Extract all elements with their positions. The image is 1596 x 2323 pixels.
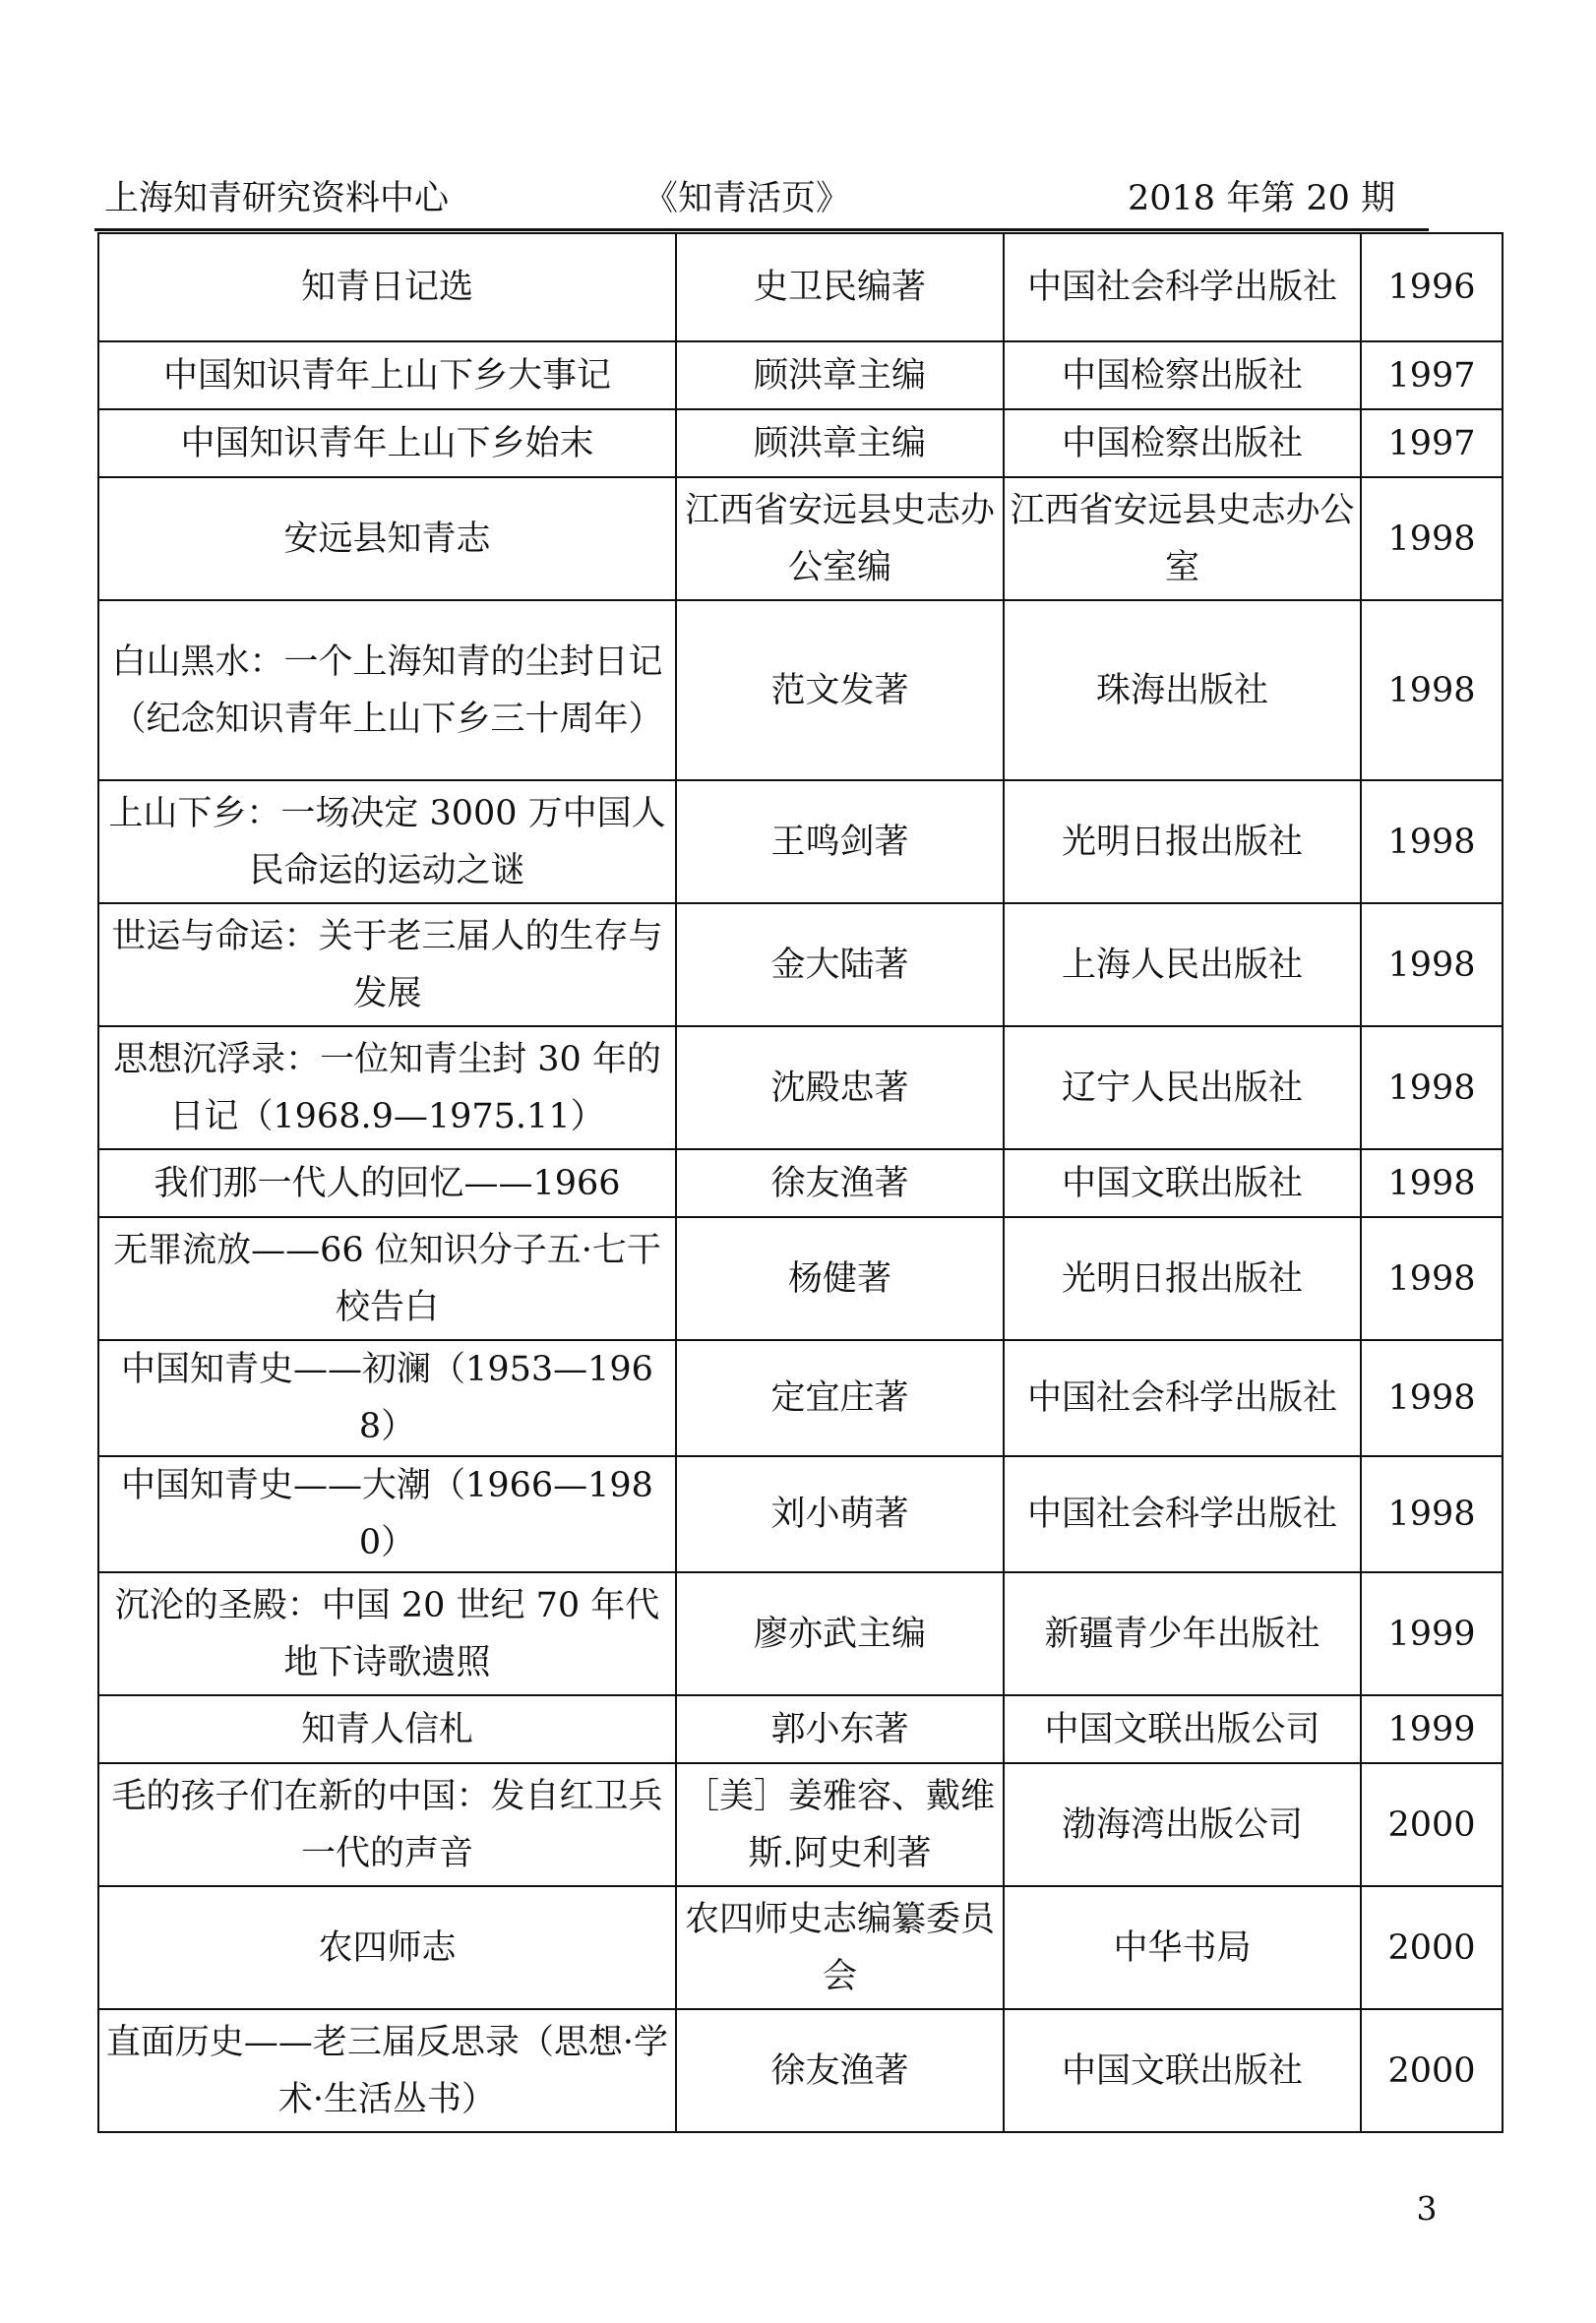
header-rule — [94, 228, 1429, 231]
book-publisher: 光明日报出版社 — [1004, 780, 1361, 903]
header-publication: 《知青活页》 — [644, 179, 851, 218]
book-list-body — [98, 233, 1503, 2132]
book-title: 中国知识青年上山下乡大事记 — [98, 341, 676, 409]
book-publisher: 中国文联出版社 — [1004, 2009, 1361, 2132]
book-author: ［美］姜雅容、戴维斯.阿史利著 — [676, 1763, 1004, 1886]
book-title: 农四师志 — [98, 1886, 676, 2009]
book-author: 农四师史志编纂委员会 — [676, 1886, 1004, 2009]
header-organization: 上海知青研究资料中心 — [104, 179, 450, 218]
book-author: 江西省安远县史志办公室编 — [676, 477, 1004, 600]
book-author: 顾洪章主编 — [676, 341, 1004, 409]
book-title: 沉沦的圣殿：中国 20 世纪 70 年代地下诗歌遗照 — [98, 1572, 676, 1695]
book-year: 1998 — [1361, 780, 1503, 903]
page-number: 3 — [1416, 2189, 1438, 2228]
book-list-table — [97, 232, 1504, 2133]
book-year: 1998 — [1361, 1217, 1503, 1340]
book-publisher: 中国检察出版社 — [1004, 341, 1361, 409]
book-publisher: 中国社会科学出版社 — [1004, 1456, 1361, 1572]
book-author: 杨健著 — [676, 1217, 1004, 1340]
book-title: 直面历史——老三届反思录（思想·学术·生活丛书） — [98, 2009, 676, 2132]
book-year: 1998 — [1361, 903, 1503, 1026]
book-title: 上山下乡：一场决定 3000 万中国人民命运的运动之谜 — [98, 780, 676, 903]
book-author: 定宜庄著 — [676, 1340, 1004, 1456]
book-title: 世运与命运：关于老三届人的生存与发展 — [98, 903, 676, 1026]
book-year: 1999 — [1361, 1572, 1503, 1695]
book-publisher: 光明日报出版社 — [1004, 1217, 1361, 1340]
header-issue: 2018 年第 20 期 — [1128, 179, 1395, 218]
book-title: 知青日记选 — [98, 233, 676, 341]
book-author: 徐友渔著 — [676, 1149, 1004, 1217]
book-title: 安远县知青志 — [98, 477, 676, 600]
book-title: 知青人信札 — [98, 1695, 676, 1763]
book-year: 2000 — [1361, 1763, 1503, 1886]
table-row — [98, 409, 1503, 477]
book-year: 1998 — [1361, 1340, 1503, 1456]
table-row — [98, 1456, 1503, 1572]
book-year: 1996 — [1361, 233, 1503, 341]
table-row — [98, 1217, 1503, 1340]
book-title: 思想沉浮录：一位知青尘封 30 年的日记（1968.9—1975.11） — [98, 1026, 676, 1149]
book-year: 1998 — [1361, 1149, 1503, 1217]
book-year: 1998 — [1361, 600, 1503, 780]
table-row — [98, 1763, 1503, 1886]
book-publisher: 渤海湾出版公司 — [1004, 1763, 1361, 1886]
table-row — [98, 1340, 1503, 1456]
book-author: 郭小东著 — [676, 1695, 1004, 1763]
book-title: 中国知青史——大潮（1966—1980） — [98, 1456, 676, 1572]
book-title: 白山黑水：一个上海知青的尘封日记（纪念知识青年上山下乡三十周年） — [98, 600, 676, 780]
book-publisher: 中华书局 — [1004, 1886, 1361, 2009]
table-row — [98, 341, 1503, 409]
table-row — [98, 2009, 1503, 2132]
book-title: 无罪流放——66 位知识分子五·七干校告白 — [98, 1217, 676, 1340]
table-row — [98, 903, 1503, 1026]
book-publisher: 新疆青少年出版社 — [1004, 1572, 1361, 1695]
book-publisher: 珠海出版社 — [1004, 600, 1361, 780]
book-title: 我们那一代人的回忆——1966 — [98, 1149, 676, 1217]
book-author: 范文发著 — [676, 600, 1004, 780]
book-publisher: 中国文联出版公司 — [1004, 1695, 1361, 1763]
book-title: 中国知青史——初澜（1953—1968） — [98, 1340, 676, 1456]
book-publisher: 上海人民出版社 — [1004, 903, 1361, 1026]
book-publisher: 江西省安远县史志办公室 — [1004, 477, 1361, 600]
book-year: 2000 — [1361, 2009, 1503, 2132]
book-title: 中国知识青年上山下乡始末 — [98, 409, 676, 477]
book-year: 1998 — [1361, 477, 1503, 600]
table-row — [98, 477, 1503, 600]
book-author: 廖亦武主编 — [676, 1572, 1004, 1695]
table-row — [98, 780, 1503, 903]
book-year: 1999 — [1361, 1695, 1503, 1763]
book-publisher: 中国检察出版社 — [1004, 409, 1361, 477]
book-publisher: 中国社会科学出版社 — [1004, 233, 1361, 341]
book-author: 王鸣剑著 — [676, 780, 1004, 903]
table-row — [98, 1695, 1503, 1763]
book-year: 1997 — [1361, 341, 1503, 409]
book-author: 刘小萌著 — [676, 1456, 1004, 1572]
book-author: 顾洪章主编 — [676, 409, 1004, 477]
book-year: 1998 — [1361, 1456, 1503, 1572]
book-title: 毛的孩子们在新的中国：发自红卫兵一代的声音 — [98, 1763, 676, 1886]
book-author: 金大陆著 — [676, 903, 1004, 1026]
book-author: 史卫民编著 — [676, 233, 1004, 341]
book-publisher: 中国文联出版社 — [1004, 1149, 1361, 1217]
table-row — [98, 1572, 1503, 1695]
book-year: 1997 — [1361, 409, 1503, 477]
table-row — [98, 1149, 1503, 1217]
book-year: 2000 — [1361, 1886, 1503, 2009]
table-row — [98, 600, 1503, 780]
page-header — [104, 169, 1423, 228]
book-year: 1998 — [1361, 1026, 1503, 1149]
book-author: 沈殿忠著 — [676, 1026, 1004, 1149]
table-row — [98, 233, 1503, 341]
book-publisher: 中国社会科学出版社 — [1004, 1340, 1361, 1456]
table-row — [98, 1886, 1503, 2009]
table-row — [98, 1026, 1503, 1149]
book-publisher: 辽宁人民出版社 — [1004, 1026, 1361, 1149]
book-author: 徐友渔著 — [676, 2009, 1004, 2132]
